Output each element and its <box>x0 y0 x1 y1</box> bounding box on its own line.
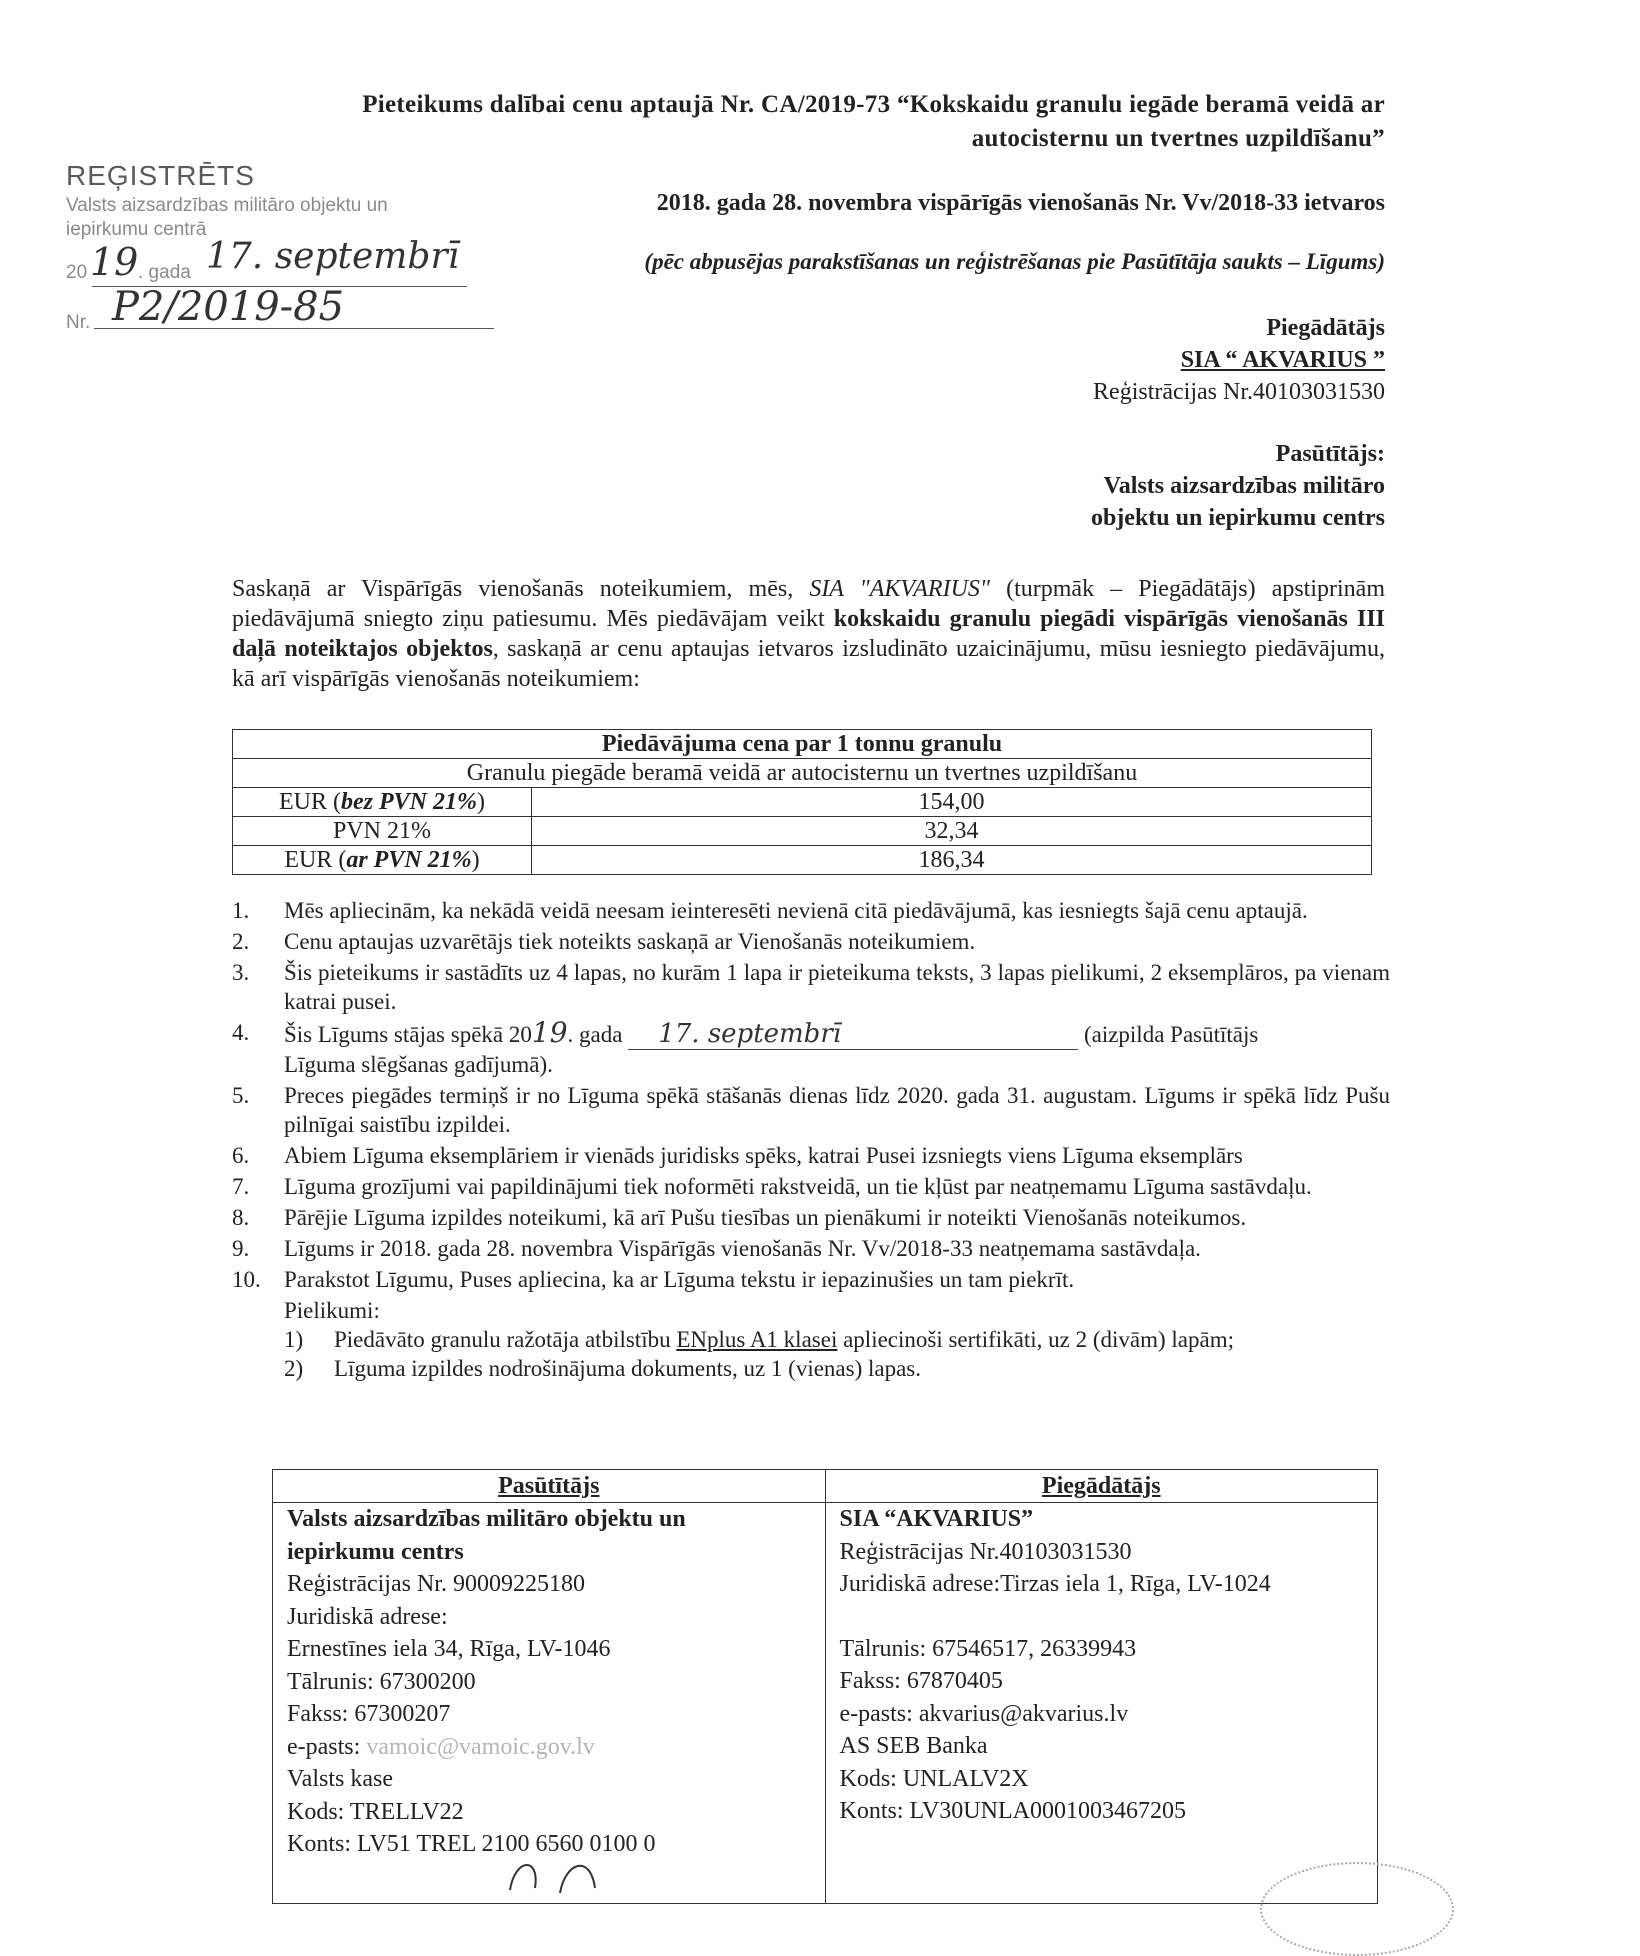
supplier-org-name: SIA “AKVARIUS” <box>839 1506 1034 1532</box>
price-table-header-row <box>233 730 1372 759</box>
attachment-item <box>284 1354 1390 1383</box>
price-row-value: 154,00 <box>532 788 1372 817</box>
clause4-year-handwritten: 19 <box>531 1016 568 1049</box>
clause-text: Līgums ir 2018. gada 28. novembra Vispārīgās vienošanās Nr. Vv/2018-33 neatņemama sastāvdaļa. <box>284 1236 1201 1261</box>
clause-text: Cenu aptaujas uzvarētājs tiek noteikts saskaņā ar Vienošanās noteikumiem. <box>284 929 976 954</box>
clause-item <box>232 1081 1390 1139</box>
attachment-number: 2) <box>284 1356 304 1381</box>
attachment-enplus-text: ENplus A1 klasei <box>676 1327 838 1352</box>
supplier-block <box>1093 312 1385 408</box>
customer-org-name-line-1: Valsts aizsardzības militāro objektu un <box>287 1506 686 1532</box>
price-table-row <box>233 846 1372 875</box>
clause-number: 8. <box>232 1205 250 1230</box>
price-row-label <box>233 817 532 846</box>
supplier-reg-number: Reģistrācijas Nr.40103031530 <box>1093 379 1385 405</box>
customer-reg-number: Reģistrācijas Nr. 90009225180 <box>287 1571 585 1597</box>
clause-number: 3. <box>232 960 250 985</box>
clause4-text-pre: Šis Līgums stājas spēkā 20 <box>284 1022 532 1047</box>
clause-text: Šis pieteikums ir sastādīts uz 4 lapas, no kurām 1 lapa ir pieteikuma teksts, 3 lapas pielikumi, 2 eksemplāros, pa vienam katrai pusei. <box>284 960 1390 1014</box>
clause-item-effective-date <box>232 1018 1390 1079</box>
clause-number: 2. <box>232 929 250 954</box>
supplier-bank: AS SEB Banka <box>839 1733 988 1759</box>
price-table-subheader-row <box>233 759 1372 788</box>
registration-stamp-date-handwritten: 17. septembrī <box>206 236 460 277</box>
price-table <box>232 729 1372 875</box>
registration-stamp-heading: REĢISTRĒTS <box>66 160 255 191</box>
clause-item <box>232 1141 1390 1170</box>
supplier-email: e-pasts: akvarius@akvarius.lv <box>839 1700 1129 1727</box>
customer-email-value: vamoic@vamoic.gov.lv <box>366 1733 595 1760</box>
customer-org-name-line-2: iepirkumu centrs <box>287 1538 464 1565</box>
supplier-reg-number-detail: Reģistrācijas Nr.40103031530 <box>839 1538 1132 1565</box>
clause-item <box>232 958 1390 1016</box>
signing-note: (pēc abpusējas parakstīšanas un reģistrēšanas pie Pasūtītāja saukts – Līgums) <box>644 249 1385 274</box>
registration-stamp-nr-underline <box>94 328 494 329</box>
parties-customer-header: Pasūtītājs <box>273 1470 826 1503</box>
supplier-account: Konts: LV30UNLA0001003467205 <box>839 1798 1186 1824</box>
clause-number: 1. <box>232 898 250 923</box>
price-row-value: 186,34 <box>532 846 1372 875</box>
registration-stamp-nr-label: Nr. <box>66 312 91 333</box>
clauses-list <box>232 896 1390 1383</box>
customer-phone: Tālrunis: 67300200 <box>287 1668 476 1695</box>
customer-address: Ernestīnes iela 34, Rīga, LV-1046 <box>287 1636 611 1662</box>
parties-details-row <box>273 1503 1378 1904</box>
clause-number: 5. <box>232 1083 250 1108</box>
supplier-label: Piegādātājs <box>1266 315 1385 341</box>
registration-stamp-org-line-1: Valsts aizsardzības militāro objektu un <box>66 195 388 216</box>
intro-text-1: Saskaņā ar Vispārīgās vienošanās noteikumiem, mēs, <box>232 576 810 602</box>
clause-number: 4. <box>232 1020 250 1045</box>
customer-bank: Valsts kase <box>287 1766 393 1792</box>
customer-block <box>1091 438 1385 534</box>
price-row-label <box>233 788 532 817</box>
registration-stamp-org <box>66 194 456 242</box>
framework-agreement-line: 2018. gada 28. novembra vispārīgās vienošanās Nr. Vv/2018-33 ietvaros <box>656 190 1385 216</box>
supplier-spacer <box>840 1601 1364 1633</box>
clause-number: 9. <box>232 1236 250 1261</box>
customer-bank-code: Kods: TRELLV22 <box>287 1798 464 1825</box>
clause-number: 7. <box>232 1174 250 1199</box>
attachment-text-pre: Piedāvāto granulu ražotāja atbilstību <box>334 1327 677 1352</box>
price-row-label-pre: PVN 21% <box>332 818 431 844</box>
clause-item <box>232 1172 1390 1201</box>
clause4-date-handwritten: 17. septembrī <box>628 1020 1078 1050</box>
supplier-name: SIA “ AKVARIUS ” <box>1180 347 1385 373</box>
registration-stamp-org-line-2: iepirkumu centrā <box>66 219 207 240</box>
customer-email-label: e-pasts: <box>287 1733 367 1760</box>
registration-stamp-gada-label: . gada <box>138 262 191 283</box>
price-row-label-post: ) <box>476 789 485 815</box>
clause-item <box>232 1203 1390 1232</box>
clause-item <box>232 896 1390 925</box>
customer-label: Pasūtītājs: <box>1275 441 1385 467</box>
clause-number: 6. <box>232 1143 250 1168</box>
supplier-fax: Fakss: 67870405 <box>839 1668 1003 1694</box>
price-table-subheader: Granulu piegāde beramā veidā ar autocisternu un tvertnes uzpildīšanu <box>233 759 1372 788</box>
clause-text: Pārējie Līguma izpildes noteikumi, kā arī Pušu tiesības un pienākumi ir noteikti Vienošanās noteikumos. <box>284 1205 1247 1230</box>
clause-item <box>232 1234 1390 1263</box>
customer-name-line-1: Valsts aizsardzības militāro <box>1103 473 1385 499</box>
customer-address-label: Juridiskā adrese: <box>287 1603 448 1630</box>
registration-stamp-year-prefix: 20 <box>66 262 88 283</box>
supplier-address: Juridiskā adrese:Tirzas iela 1, Rīga, LV-1024 <box>839 1571 1271 1597</box>
clause4-text-line2: Līguma slēgšanas gadījumā). <box>284 1052 553 1077</box>
customer-email <box>287 1731 811 1764</box>
price-table-row <box>233 788 1372 817</box>
clause-text: Līguma grozījumi vai papildinājumi tiek noformēti rakstveidā, un tie kļūst par neatņemamu Līguma sastāvdaļu. <box>284 1174 1312 1199</box>
price-table-header: Piedāvājuma cena par 1 tonnu granulu <box>233 730 1372 759</box>
attachment-text <box>334 1325 1234 1354</box>
parties-table <box>272 1469 1378 1904</box>
document-title-line-1: Pieteikums dalībai cenu aptaujā Nr. CA/2019-73 “Kokskaidu granulu iegāde beramā veidā ar <box>362 91 1385 118</box>
clause4-text-post: (aizpilda Pasūtītājs <box>1083 1022 1259 1047</box>
document-title <box>270 88 1385 156</box>
price-row-label-em: ar PVN 21% <box>346 847 472 873</box>
registration-stamp-nr-handwritten: P2/2019-85 <box>112 284 345 330</box>
intro-company: SIA "AKVARIUS" <box>809 576 990 602</box>
customer-name-line-2: objektu un iepirkumu centrs <box>1090 505 1385 531</box>
supplier-phone: Tālrunis: 67546517, 26339943 <box>839 1635 1137 1662</box>
customer-fax: Fakss: 67300207 <box>287 1701 451 1727</box>
price-row-label-em: bez PVN 21% <box>341 789 477 815</box>
clause-text: Parakstot Līgumu, Puses apliecina, ka ar Līguma tekstu ir iepazinušies un tam piekrīt. <box>284 1267 1075 1292</box>
seal-mark <box>1260 1862 1454 1956</box>
price-table-row <box>233 817 1372 846</box>
clause-text <box>284 1018 1390 1079</box>
price-row-label-post: ) <box>471 847 480 873</box>
intro-text-2: (turpmāk – Piegādātājs) apstiprinām piedāvājumā sniegto ziņu patiesumu. Mēs piedāvājam veikt <box>232 576 1386 632</box>
clause-item <box>232 1265 1390 1294</box>
price-row-label-pre: EUR ( <box>284 847 347 873</box>
supplier-bank-code: Kods: UNLALV2X <box>839 1765 1029 1792</box>
parties-supplier-header: Piegādātājs <box>825 1470 1378 1503</box>
attachment-item <box>284 1325 1390 1354</box>
intro-text-3: , saskaņā ar cenu aptaujas ietvaros izsludināto uzaicinājumu, mūsu iesniegto piedāvājumu, kā arī vispārīgās vienošanās noteikumiem: <box>232 636 1385 692</box>
clause-text: Mēs apliecinām, ka nekādā veidā neesam ieinteresēti nevienā citā piedāvājumā, kas iesniegts šajā cenu aptaujā. <box>284 898 1308 923</box>
signature-mark <box>470 1838 630 1893</box>
document-title-line-2: autocisternu un tvertnes uzpildīšanu” <box>971 125 1385 152</box>
clause4-text-mid: . gada <box>567 1022 623 1047</box>
clause-item <box>232 927 1390 956</box>
registration-stamp-year-handwritten: 19 <box>90 240 139 284</box>
attachment-text: Līguma izpildes nodrošinājuma dokuments, uz 1 (vienas) lapas. <box>334 1356 922 1381</box>
intro-bold-text: kokskaidu granulu piegādi vispārīgās vienošanās III daļā noteiktajos objektos <box>232 606 1385 662</box>
attachments-label: Pielikumi: <box>284 1298 380 1323</box>
clause-text: Preces piegādes termiņš ir no Līguma spēkā stāšanās dienas līdz 2020. gada 31. augustam. Līgums ir spēkā līdz Pušu pilnīgai saistību izpildei. <box>284 1083 1390 1137</box>
clause-number: 10. <box>232 1267 261 1292</box>
intro-paragraph <box>232 574 1385 694</box>
price-row-label-pre: EUR ( <box>279 789 341 815</box>
attachment-number: 1) <box>284 1327 304 1352</box>
parties-supplier-details <box>825 1503 1378 1904</box>
price-row-label <box>233 846 532 875</box>
clause-text: Abiem Līguma eksemplāriem ir vienāds juridisks spēks, katrai Pusei izsniegts viens Līguma eksemplārs <box>284 1143 1243 1168</box>
customer-account: Konts: LV51 TREL 2100 6560 0100 0 <box>287 1831 656 1857</box>
price-row-value: 32,34 <box>532 817 1372 846</box>
attachment-text-post: apliecinoši sertifikāti, uz 2 (divām) lapām; <box>837 1327 1234 1352</box>
parties-header-row <box>273 1470 1378 1503</box>
